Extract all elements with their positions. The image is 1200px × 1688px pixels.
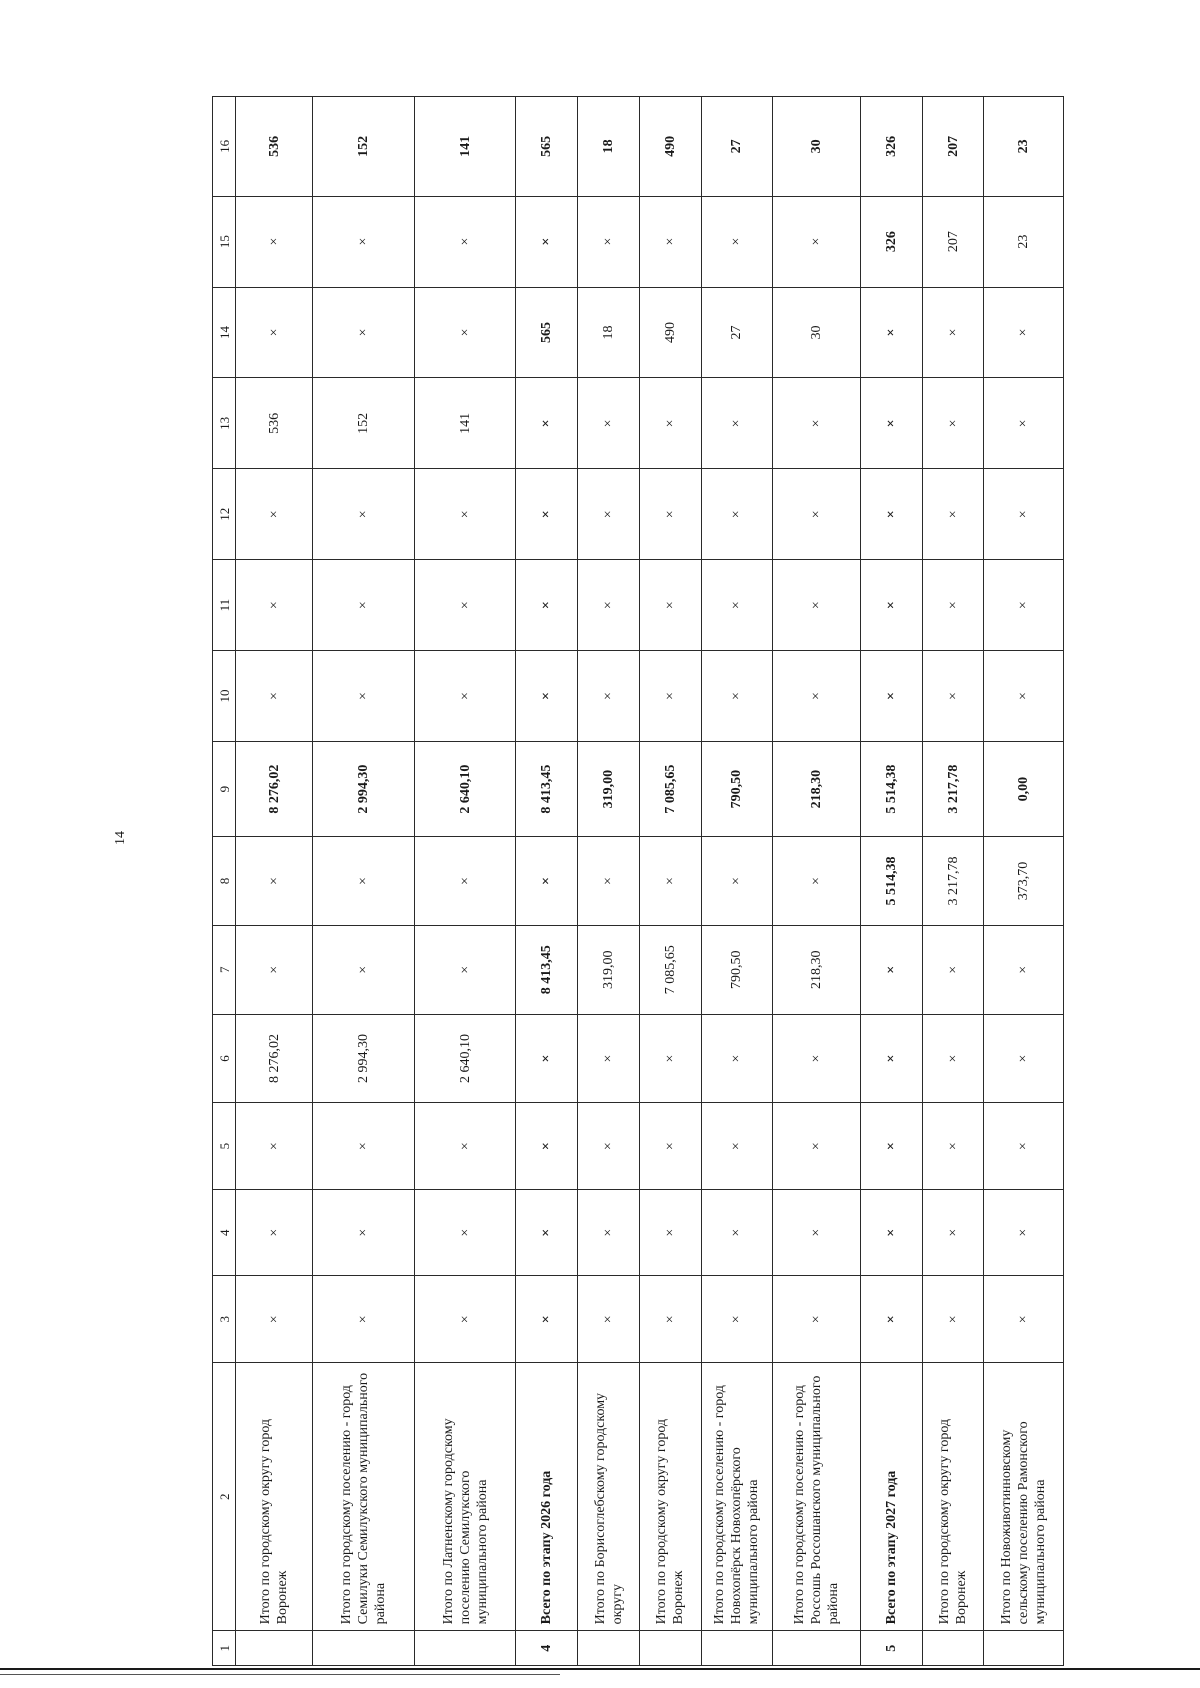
value-cell: × <box>860 469 922 560</box>
value-cell: × <box>984 1189 1064 1276</box>
value-cell: × <box>701 560 772 651</box>
value-cell: × <box>414 287 516 378</box>
value-cell: × <box>772 837 860 926</box>
value-cell: × <box>984 651 1064 742</box>
value-cell: × <box>984 1014 1064 1103</box>
value-cell: × <box>236 469 313 560</box>
value-cell: 30 <box>772 97 860 197</box>
column-number-header: 11 <box>213 560 236 651</box>
value-cell: × <box>236 287 313 378</box>
table-row <box>313 97 415 1666</box>
value-cell: × <box>922 925 984 1014</box>
value-cell: × <box>516 469 578 560</box>
value-cell: × <box>772 469 860 560</box>
value-cell: × <box>640 1014 702 1103</box>
row-label-cell: Итого по Новоживотинновскому сельскому поселению Рамонского муниципального района <box>984 1363 1064 1631</box>
value-cell: × <box>313 1189 415 1276</box>
column-number-header: 14 <box>213 287 236 378</box>
value-cell: 18 <box>578 287 640 378</box>
row-number-cell <box>922 1631 984 1666</box>
value-cell: × <box>984 560 1064 651</box>
value-cell: × <box>640 469 702 560</box>
value-cell: × <box>860 1103 922 1190</box>
value-cell: × <box>578 837 640 926</box>
value-cell: × <box>640 560 702 651</box>
row-label-cell: Всего по этапу 2026 года <box>516 1363 578 1631</box>
value-cell: × <box>984 378 1064 469</box>
value-cell: × <box>414 1276 516 1363</box>
value-cell: × <box>516 378 578 469</box>
value-cell: 790,50 <box>701 925 772 1014</box>
value-cell: × <box>236 196 313 287</box>
value-cell: 5 514,38 <box>860 837 922 926</box>
value-cell: × <box>860 925 922 1014</box>
value-cell: × <box>516 560 578 651</box>
value-cell: 30 <box>772 287 860 378</box>
value-cell: × <box>414 196 516 287</box>
value-cell: × <box>313 560 415 651</box>
value-cell: 152 <box>313 97 415 197</box>
data-table <box>212 96 1064 1666</box>
value-cell: × <box>984 1103 1064 1190</box>
bottom-rule-secondary <box>0 1674 560 1675</box>
value-cell: × <box>701 469 772 560</box>
value-cell: × <box>236 1189 313 1276</box>
value-cell: × <box>414 469 516 560</box>
value-cell: × <box>578 651 640 742</box>
value-cell: × <box>236 925 313 1014</box>
value-cell: × <box>236 560 313 651</box>
row-number-cell: 4 <box>516 1631 578 1666</box>
value-cell: 565 <box>516 287 578 378</box>
value-cell: × <box>414 925 516 1014</box>
value-cell: 565 <box>516 97 578 197</box>
column-number-header: 7 <box>213 925 236 1014</box>
value-cell: × <box>578 560 640 651</box>
row-number-cell <box>984 1631 1064 1666</box>
value-cell: 2 994,30 <box>313 1014 415 1103</box>
table-row <box>414 97 516 1666</box>
value-cell: × <box>313 196 415 287</box>
table-row <box>772 97 860 1666</box>
value-cell: × <box>860 651 922 742</box>
row-label-cell: Итого по городскому поселению - город Россошь Россошанского муниципального района <box>772 1363 860 1631</box>
value-cell: × <box>578 1189 640 1276</box>
value-cell: × <box>772 1014 860 1103</box>
value-cell: 326 <box>860 196 922 287</box>
column-number-header: 15 <box>213 196 236 287</box>
row-label-cell: Итого по Латненскому городскому поселению Семилукского муниципального района <box>414 1363 516 1631</box>
value-cell: 326 <box>860 97 922 197</box>
value-cell: × <box>516 651 578 742</box>
value-cell: 373,70 <box>984 837 1064 926</box>
value-cell: 790,50 <box>701 741 772 836</box>
value-cell: × <box>313 1276 415 1363</box>
value-cell: 152 <box>313 378 415 469</box>
row-label-cell: Итого по городскому округу город Воронеж <box>236 1363 313 1631</box>
value-cell: × <box>701 1014 772 1103</box>
bottom-rule <box>0 1668 1200 1670</box>
value-cell: × <box>772 1189 860 1276</box>
value-cell: × <box>640 837 702 926</box>
value-cell: × <box>860 378 922 469</box>
row-label-cell: Итого по Борисоглебскому городскому округу <box>578 1363 640 1631</box>
value-cell: 2 640,10 <box>414 741 516 836</box>
value-cell: × <box>984 469 1064 560</box>
table-row <box>640 97 702 1666</box>
row-number-cell <box>236 1631 313 1666</box>
value-cell: 8 413,45 <box>516 741 578 836</box>
value-cell: × <box>922 469 984 560</box>
stage-total-row <box>860 97 922 1666</box>
value-cell: × <box>313 837 415 926</box>
value-cell: × <box>701 837 772 926</box>
value-cell: × <box>860 1276 922 1363</box>
row-label-cell: Итого по городскому поселению - город Новохопёрск Новохопёрского муниципального района <box>701 1363 772 1631</box>
column-number-header: 16 <box>213 97 236 197</box>
value-cell: 319,00 <box>578 925 640 1014</box>
value-cell: 5 514,38 <box>860 741 922 836</box>
value-cell: × <box>578 378 640 469</box>
value-cell: × <box>640 1103 702 1190</box>
column-number-header: 5 <box>213 1103 236 1190</box>
column-number-header: 8 <box>213 837 236 926</box>
value-cell: × <box>860 287 922 378</box>
value-cell: × <box>414 651 516 742</box>
value-cell: × <box>922 651 984 742</box>
value-cell: 3 217,78 <box>922 741 984 836</box>
value-cell: × <box>313 469 415 560</box>
value-cell: 0,00 <box>984 741 1064 836</box>
value-cell: × <box>236 651 313 742</box>
value-cell: × <box>313 651 415 742</box>
value-cell: 490 <box>640 287 702 378</box>
value-cell: × <box>772 1276 860 1363</box>
value-cell: 536 <box>236 97 313 197</box>
column-number-header: 12 <box>213 469 236 560</box>
value-cell: × <box>984 925 1064 1014</box>
value-cell: 218,30 <box>772 925 860 1014</box>
column-number-header: 9 <box>213 741 236 836</box>
value-cell: × <box>236 837 313 926</box>
value-cell: × <box>772 1103 860 1190</box>
value-cell: 3 217,78 <box>922 837 984 926</box>
value-cell: × <box>414 837 516 926</box>
value-cell: × <box>922 1276 984 1363</box>
value-cell: 8 276,02 <box>236 741 313 836</box>
value-cell: × <box>772 651 860 742</box>
value-cell: × <box>516 1276 578 1363</box>
value-cell: 319,00 <box>578 741 640 836</box>
value-cell: × <box>701 1103 772 1190</box>
header-row <box>213 97 236 1666</box>
row-number-cell <box>640 1631 702 1666</box>
row-number-cell <box>578 1631 640 1666</box>
value-cell: × <box>860 560 922 651</box>
value-cell: 27 <box>701 97 772 197</box>
value-cell: × <box>414 1189 516 1276</box>
column-number-header: 1 <box>213 1631 236 1666</box>
value-cell: × <box>922 1014 984 1103</box>
row-number-cell: 5 <box>860 1631 922 1666</box>
value-cell: × <box>701 196 772 287</box>
column-number-header: 3 <box>213 1276 236 1363</box>
row-label-cell: Всего по этапу 2027 года <box>860 1363 922 1631</box>
value-cell: × <box>313 287 415 378</box>
value-cell: 7 085,65 <box>640 925 702 1014</box>
row-number-cell <box>313 1631 415 1666</box>
value-cell: × <box>922 560 984 651</box>
value-cell: × <box>640 651 702 742</box>
value-cell: × <box>640 378 702 469</box>
value-cell: × <box>414 1103 516 1190</box>
value-cell: 218,30 <box>772 741 860 836</box>
table-row <box>984 97 1064 1666</box>
row-label-cell: Итого по городскому округу город Воронеж <box>640 1363 702 1631</box>
value-cell: × <box>772 560 860 651</box>
value-cell: × <box>984 287 1064 378</box>
value-cell: × <box>984 1276 1064 1363</box>
value-cell: 141 <box>414 378 516 469</box>
table-container <box>212 96 1064 1666</box>
value-cell: × <box>313 925 415 1014</box>
row-label-cell: Итого по городскому округу город Воронеж <box>922 1363 984 1631</box>
value-cell: × <box>701 1189 772 1276</box>
row-number-cell <box>772 1631 860 1666</box>
value-cell: 2 994,30 <box>313 741 415 836</box>
row-number-cell <box>701 1631 772 1666</box>
value-cell: × <box>922 1103 984 1190</box>
value-cell: × <box>578 469 640 560</box>
value-cell: 23 <box>984 97 1064 197</box>
stage-total-row <box>516 97 578 1666</box>
value-cell: × <box>313 1103 415 1190</box>
column-number-header: 4 <box>213 1189 236 1276</box>
table-row <box>578 97 640 1666</box>
value-cell: × <box>236 1276 313 1363</box>
value-cell: 8 413,45 <box>516 925 578 1014</box>
value-cell: × <box>578 1103 640 1190</box>
value-cell: 141 <box>414 97 516 197</box>
value-cell: × <box>860 1189 922 1276</box>
column-number-header: 10 <box>213 651 236 742</box>
value-cell: 536 <box>236 378 313 469</box>
value-cell: 8 276,02 <box>236 1014 313 1103</box>
value-cell: × <box>516 1103 578 1190</box>
value-cell: 23 <box>984 196 1064 287</box>
row-number-cell <box>414 1631 516 1666</box>
value-cell: × <box>922 378 984 469</box>
value-cell: × <box>860 1014 922 1103</box>
page-number: 14 <box>113 831 128 845</box>
value-cell: 207 <box>922 196 984 287</box>
value-cell: × <box>516 837 578 926</box>
value-cell: × <box>640 1189 702 1276</box>
value-cell: × <box>701 378 772 469</box>
value-cell: × <box>701 1276 772 1363</box>
value-cell: × <box>516 1014 578 1103</box>
column-number-header: 13 <box>213 378 236 469</box>
value-cell: 207 <box>922 97 984 197</box>
value-cell: × <box>578 1014 640 1103</box>
value-cell: × <box>236 1103 313 1190</box>
row-label-cell: Итого по городскому поселению - город Семилуки Семилукского муниципального района <box>313 1363 415 1631</box>
table-row <box>701 97 772 1666</box>
value-cell: × <box>922 1189 984 1276</box>
table-row <box>922 97 984 1666</box>
value-cell: × <box>772 378 860 469</box>
value-cell: × <box>516 1189 578 1276</box>
value-cell: 490 <box>640 97 702 197</box>
value-cell: × <box>578 196 640 287</box>
table-row <box>236 97 313 1666</box>
value-cell: × <box>640 1276 702 1363</box>
value-cell: × <box>922 287 984 378</box>
value-cell: × <box>640 196 702 287</box>
column-number-header: 2 <box>213 1363 236 1631</box>
value-cell: 7 085,65 <box>640 741 702 836</box>
value-cell: × <box>414 560 516 651</box>
value-cell: 27 <box>701 287 772 378</box>
value-cell: 2 640,10 <box>414 1014 516 1103</box>
value-cell: × <box>701 651 772 742</box>
value-cell: 18 <box>578 97 640 197</box>
column-number-header: 6 <box>213 1014 236 1103</box>
value-cell: × <box>516 196 578 287</box>
value-cell: × <box>772 196 860 287</box>
value-cell: × <box>578 1276 640 1363</box>
